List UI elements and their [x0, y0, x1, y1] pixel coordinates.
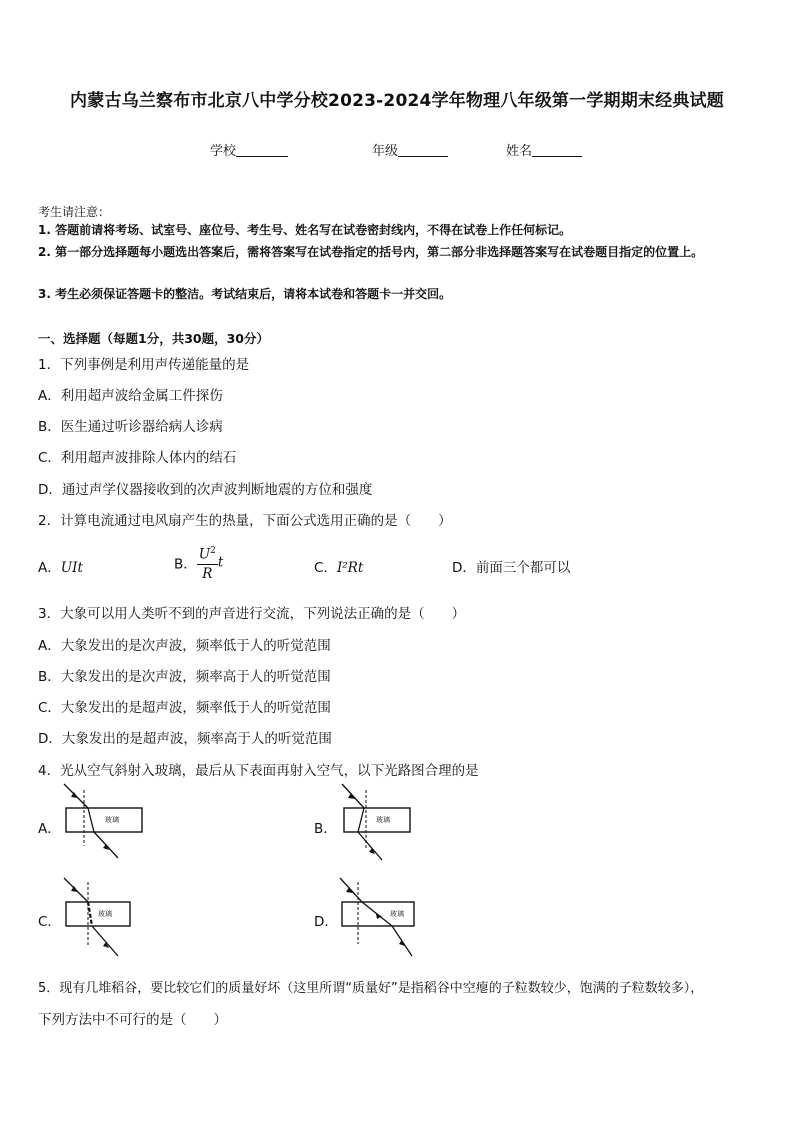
notice-heading: 考生请注意：: [38, 205, 111, 219]
q1-option-d[interactable]: D．通过声学仪器接收到的次声波判断地震的方位和强度: [38, 482, 373, 498]
grade-label: 年级: [372, 144, 399, 159]
name-field[interactable]: [506, 140, 582, 159]
q2-option-b-label: B．: [174, 556, 197, 573]
q3-option-d[interactable]: D．大象发出的是超声波，频率高于人的听觉范围: [38, 731, 332, 747]
q3-option-b[interactable]: B．大象发出的是次声波，频率高于人的听觉范围: [38, 669, 331, 685]
page-title: 内蒙古乌兰察布市北京八中学分校2023-2024学年物理八年级第一学期期末经典试题: [70, 91, 724, 111]
q4-option-c-label[interactable]: C．: [38, 914, 61, 930]
q1-option-b[interactable]: B．医生通过听诊器给病人诊病: [38, 419, 223, 435]
q2-option-c-formula: I²Rt: [336, 560, 364, 576]
q4-diagram-a[interactable]: [60, 782, 150, 866]
q2-b-exponent: 2: [210, 546, 216, 556]
grade-field[interactable]: [372, 140, 448, 159]
q4-option-b-label[interactable]: B．: [314, 821, 337, 837]
q2-option-a-formula: UIt: [60, 560, 83, 576]
q4-diagram-c[interactable]: [60, 876, 136, 960]
notice-item: 1. 答题前请将考场、试室号、座位号、考生号、姓名写在试卷密封线内，不得在试卷上作任何标记。: [38, 223, 572, 237]
q2-option-b-fraction: [197, 542, 218, 583]
name-blank[interactable]: [532, 144, 582, 157]
q2-option-a-label: A．: [38, 560, 61, 576]
school-field[interactable]: [210, 140, 288, 159]
q1-option-a[interactable]: A．利用超声波给金属工件探伤: [38, 388, 223, 404]
q2-option-b[interactable]: [174, 542, 223, 583]
glass-block: [66, 808, 142, 832]
q4-diagram-b[interactable]: [336, 782, 416, 866]
section-heading: 一、选择题（每题1分，共30题，30分）: [38, 331, 269, 346]
q3-option-c[interactable]: C．大象发出的是超声波，频率低于人的听觉范围: [38, 700, 331, 716]
question-1-stem: 1．下列事例是利用声传递能量的是: [38, 357, 250, 373]
q1-option-c[interactable]: C．利用超声波排除人体内的结石: [38, 450, 237, 466]
q4-option-d-label[interactable]: D．: [314, 914, 338, 930]
q2-b-denominator: R: [202, 565, 213, 582]
arrow-icon: [346, 887, 353, 893]
question-2-stem: 2．计算电流通过电风扇产生的热量，下面公式选用正确的是（ ）: [38, 513, 452, 529]
arrow-icon: [348, 793, 355, 799]
question-4-stem: 4．光从空气斜射入玻璃，最后从下表面再射入空气，以下光路图合理的是: [38, 763, 479, 779]
q2-option-a[interactable]: [38, 556, 83, 576]
q4-diagram-d[interactable]: [336, 876, 420, 960]
glass-label: 玻璃: [98, 910, 112, 918]
question-5-stem-line-2: 下列方法中不可行的是（ ）: [38, 1012, 227, 1028]
q2-option-c-label: C．: [314, 560, 337, 576]
emergent-ray: [358, 832, 382, 860]
notice-item: 3. 考生必须保证答题卡的整洁。考试结束后，请将本试卷和答题卡一并交回。: [38, 287, 452, 301]
glass-label: 玻璃: [376, 816, 390, 824]
question-3-stem: 3．大象可以用人类听不到的声音进行交流，下列说法正确的是（ ）: [38, 606, 466, 622]
notice-item: 2. 第一部分选择题每小题选出答案后，需将答案写在试卷指定的括号内，第二部分非选择题答案写在试卷题目指定的位置上。: [38, 245, 704, 259]
glass-label: 玻璃: [105, 816, 119, 824]
question-5-stem-line-1: 5．现有几堆稻谷，要比较它们的质量好坏（这里所谓“质量好”是指稻谷中空瘪的子粒数较少，饱满的子粒数较多），: [38, 981, 704, 996]
q4-option-a-label[interactable]: A．: [38, 821, 61, 837]
q2-b-time: t: [217, 554, 224, 571]
grade-blank[interactable]: [398, 144, 448, 157]
name-label: 姓名: [506, 144, 533, 159]
glass-label: 玻璃: [390, 910, 404, 918]
q3-option-a[interactable]: A．大象发出的是次声波，频率低于人的听觉范围: [38, 638, 331, 654]
school-blank[interactable]: [236, 144, 288, 157]
q2-option-d[interactable]: D．前面三个都可以: [452, 560, 571, 576]
emergent-ray: [92, 926, 118, 956]
q2-b-numerator: U: [198, 546, 211, 563]
school-label: 学校: [210, 144, 237, 159]
q2-option-c[interactable]: [314, 556, 363, 576]
